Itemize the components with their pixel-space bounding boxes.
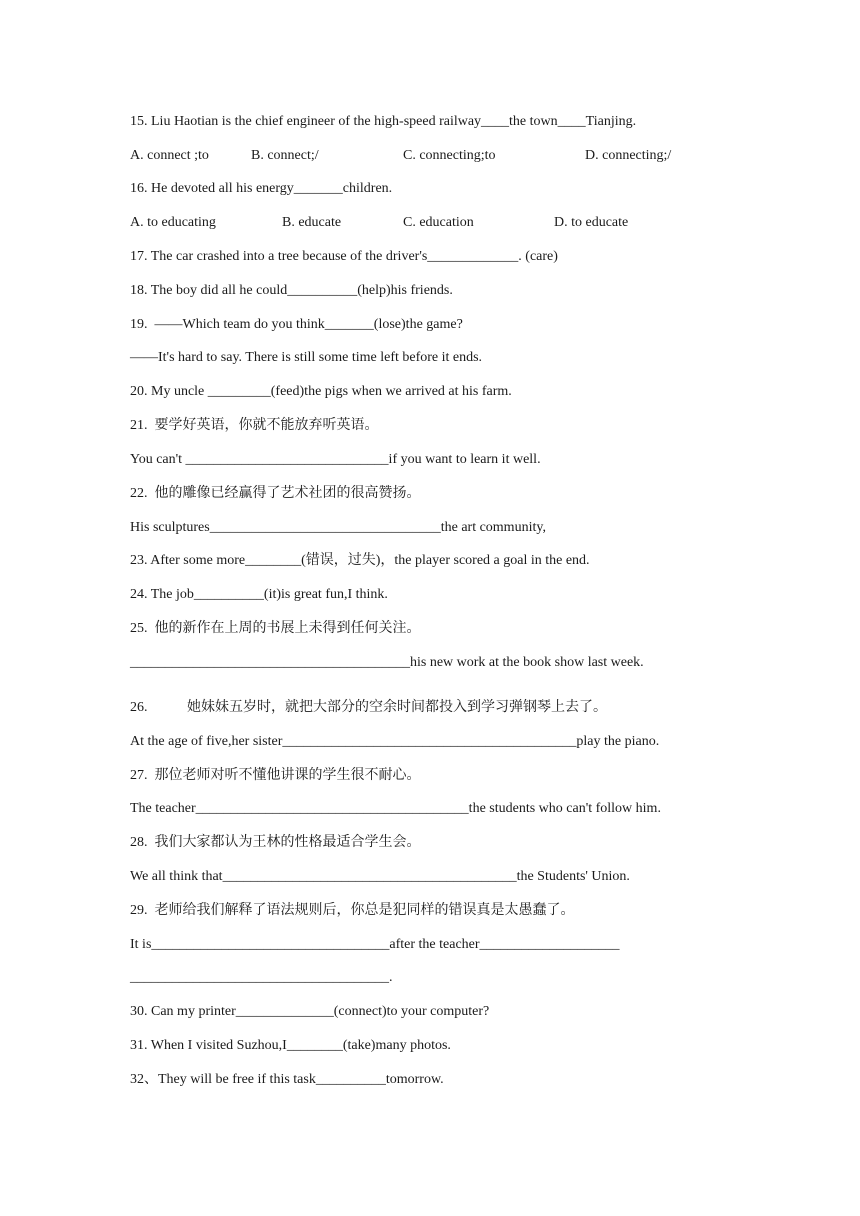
question-26-number: 26. [130,700,148,715]
question-23: 23. After some more________(错误，过失)，the player scored a goal in the end. [130,553,590,568]
question-20: 20. My uncle _________(feed)the pigs when we arrived at his farm. [130,384,512,399]
question-21-english: You can't _____________________________if you want to learn it well. [130,452,541,467]
question-15-option-b: B. connect;/ [251,148,319,163]
question-15-option-d: D. connecting;/ [585,148,672,163]
question-17: 17. The car crashed into a tree because of the driver's_____________. (care) [130,249,558,264]
question-27-chinese: 27. 那位老师对听不懂他讲课的学生很不耐心。 [130,768,421,783]
question-28-chinese: 28. 我们大家都认为王林的性格最适合学生会。 [130,835,421,850]
question-31: 31. When I visited Suzhou,I________(take)many photos. [130,1038,451,1053]
question-15-options [130,146,730,166]
question-28-english: We all think that__________________________________________the Students' Union. [130,869,630,884]
question-27-english: The teacher_______________________________________the students who can't follow him. [130,801,661,816]
question-29-english-line-2: _____________________________________. [130,970,393,985]
question-25-english: ________________________________________his new work at the book show last week. [130,655,644,670]
question-22-english: His sculptures_________________________________the art community, [130,520,546,535]
question-15-option-c: C. connecting;to [403,148,496,163]
question-26-english: At the age of five,her sister__________________________________________play the piano. [130,734,660,749]
question-16-options [130,213,730,233]
question-29-english-line-1: It is__________________________________after the teacher____________________ [130,937,620,952]
question-16-option-c: C. education [403,215,474,230]
question-25-chinese: 25. 他的新作在上周的书展上未得到任何关注。 [130,621,421,636]
question-16-stem: 16. He devoted all his energy_______children. [130,181,393,196]
question-26-chinese: 她妹妹五岁时，就把大部分的空余时间都投入到学习弹钢琴上去了。 [187,700,607,715]
question-32: 32、They will be free if this task__________tomorrow. [130,1072,444,1087]
question-18: 18. The boy did all he could__________(help)his friends. [130,283,453,298]
question-24: 24. The job__________(it)is great fun,I think. [130,587,388,602]
question-22-chinese: 22. 他的雕像已经赢得了艺术社团的很高赞扬。 [130,486,421,501]
question-16-option-a: A. to educating [130,215,216,230]
question-15-option-a: A. connect ;to [130,148,209,163]
question-30: 30. Can my printer______________(connect)to your computer? [130,1004,490,1019]
question-29-chinese: 29. 老师给我们解释了语法规则后，你总是犯同样的错误真是太愚蠢了。 [130,903,575,918]
question-19-answer: ——It's hard to say. There is still some time left before it ends. [130,350,483,365]
question-16-option-d: D. to educate [554,215,629,230]
question-16-option-b: B. educate [282,215,342,230]
question-15-stem: 15. Liu Haotian is the chief engineer of the high-speed railway____the town____Tianjing. [130,114,637,129]
question-21-chinese: 21. 要学好英语，你就不能放弃听英语。 [130,418,379,433]
question-19-question: 19. ——Which team do you think_______(lose)the game? [130,317,463,332]
